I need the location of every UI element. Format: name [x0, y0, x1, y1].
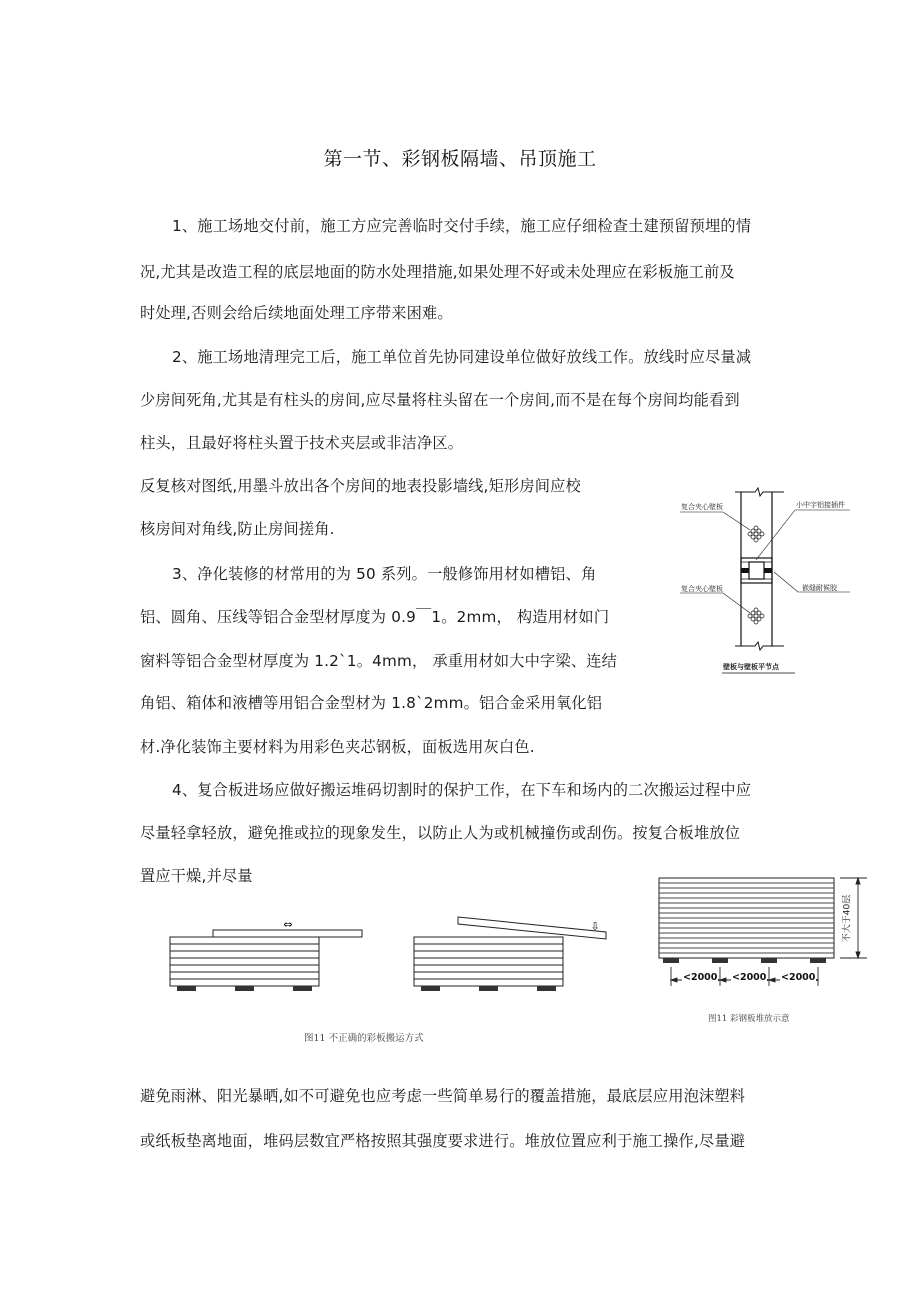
spacing-label-1: <2000 [683, 972, 718, 983]
paragraph-2b-line-1: 反复核对图纸,用墨斗放出各个房间的地表投影墙线,矩形房间应校 [140, 477, 581, 495]
paragraph-5-line-1: 避免雨淋、阳光暴晒,如不可避免也应考虑一些简单易行的覆盖措施，最底层应用泡沫塑料 [140, 1087, 746, 1105]
spacing-label-2: <2000 [732, 972, 767, 983]
paragraph-2-line-3: 柱头，且最好将柱头置于技术夹层或非洁净区。 [140, 434, 464, 452]
paragraph-2-line-2: 少房间死角,尤其是有柱头的房间,应尽量将柱头留在一个房间,而不是在每个房间均能看到 [140, 391, 740, 409]
paragraph-1-line-2: 况,尤其是改造工程的底层地面的防水处理措施,如果处理不好或未处理应在彩板施工前及 [140, 263, 735, 281]
paragraph-4-line-1: 4、复合板进场应做好搬运堆码切割时的保护工作，在下车和场内的二次搬运过程中应 [172, 781, 752, 799]
support-blocks [663, 958, 826, 963]
paragraph-3-line-3: 窗料等铝合金型材厚度为 1.2ˋ1。4mm， 承重用材如大中字梁、连结 [140, 652, 618, 670]
paragraph-1-line-1: 1、施工场地交付前，施工方应完善临时交付手续，施工应仔细检查土建预留预埋的情 [172, 217, 752, 235]
support-blocks-left [177, 986, 312, 991]
panel-stack-left [170, 930, 362, 986]
down-arrow-icon: ⇩ [590, 920, 600, 933]
paragraph-3-line-4: 角铝、箱体和液槽等用铝合金型材为 1.8ˋ2mm。铝合金采用氧化铝 [140, 694, 603, 712]
support-blocks-right [421, 986, 556, 991]
paragraph-5-line-2: 或纸板垫离地面，堆码层数宜严格按照其强度要求进行。堆放位置应利于施工操作,尽量避 [140, 1132, 746, 1150]
paragraph-3-line-1: 3、净化装修的材常用的为 50 系列。一般修饰用材如槽铝、角 [172, 565, 597, 583]
paragraph-2b-line-2: 核房间对角线,防止房间搓角. [140, 520, 335, 538]
paragraph-2-line-1: 2、施工场地清理完工后，施工单位首先协同建设单位做好放线工作。放线时应尽量减 [172, 348, 752, 366]
paragraph-4-line-2: 尽量轻拿轻放，避免推或拉的现象发生，以防止人为或机械撞伤或刮伤。按复合板堆放位 [140, 824, 741, 842]
incorrect-handling-diagram [160, 905, 620, 1000]
paragraph-3-line-2: 铝、圆角、压线等铝合金型材厚度为 0.9￣1。2mm， 构造用材如门 [140, 608, 610, 626]
paragraph-3-line-5: 材.净化装饰主要材料为用彩色夹芯钢板，面板选用灰白色. [140, 738, 535, 756]
panel-core-hatch-bottom [748, 608, 764, 624]
panel-stack-right [414, 917, 606, 986]
label-sealant: 嵌缝耐候胶 [802, 584, 837, 592]
label-composite-panel-top: 复合夹心壁板 [681, 503, 723, 511]
paragraph-4-line-3: 置应干燥,并尽量 [140, 867, 253, 885]
stacking-caption: 图11 彩钢板堆放示意 [708, 1014, 790, 1024]
double-arrow-icon: ⇔ [283, 918, 293, 931]
wall-joint-caption: 壁板与壁板平节点 [723, 662, 779, 671]
panel-core-hatch-top [748, 526, 764, 542]
spacing-label-3: <2000 [781, 972, 816, 983]
stack-layers [659, 883, 834, 953]
height-limit-label: 不大于40层 [840, 894, 853, 944]
label-aluminum-connector: 小中字铝接插件 [796, 501, 845, 509]
incorrect-handling-caption: 图11 不正确的彩板搬运方式 [304, 1033, 424, 1044]
page-title: 第一节、彩钢板隔墙、吊顶施工 [323, 148, 597, 170]
label-composite-panel-bottom: 复合夹心壁板 [681, 585, 723, 593]
paragraph-1-line-3: 时处理,否则会给后续地面处理工序带来困难。 [140, 304, 453, 322]
